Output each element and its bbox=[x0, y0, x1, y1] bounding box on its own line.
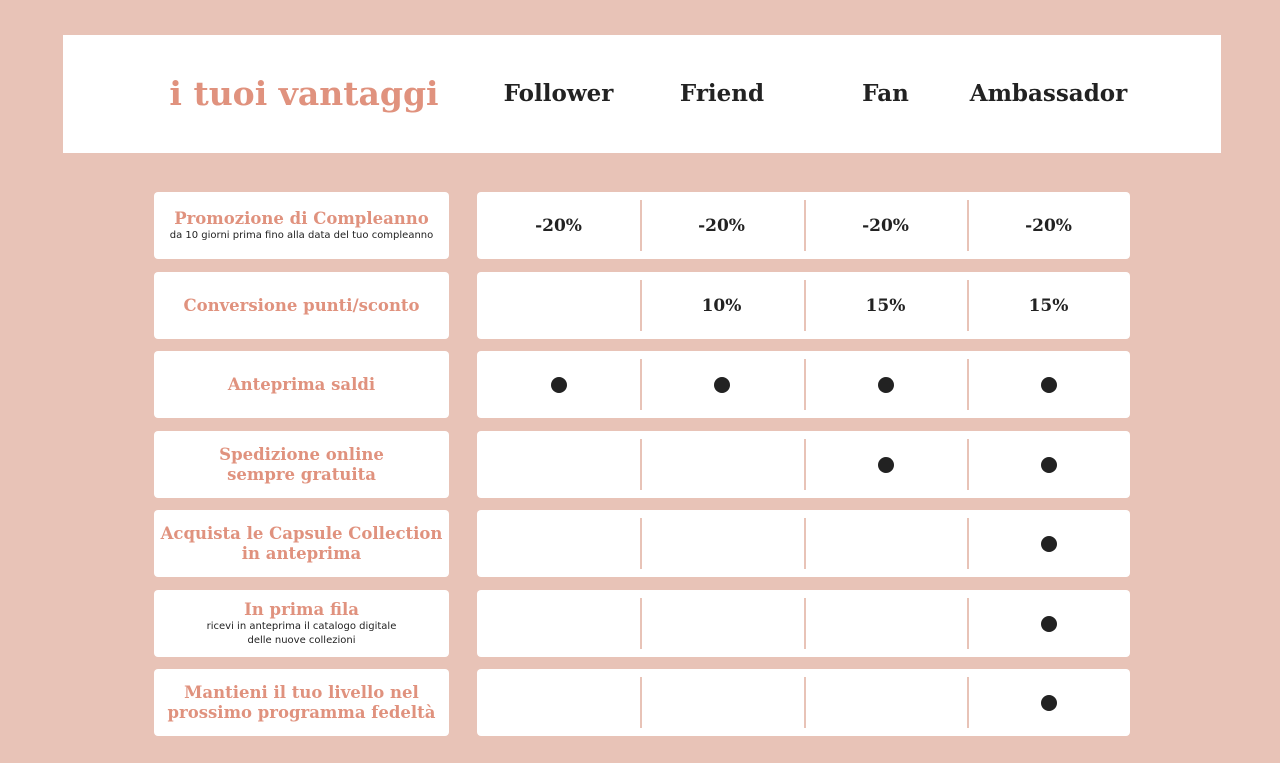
benefit-title: In prima fila bbox=[244, 599, 359, 619]
value-cell-follower bbox=[477, 351, 640, 418]
value-cell-friend bbox=[640, 590, 803, 657]
value-text: -20% bbox=[698, 215, 745, 236]
value-cell-ambassador bbox=[967, 431, 1130, 498]
benefit-row bbox=[0, 510, 1280, 577]
column-divider bbox=[804, 598, 806, 649]
included-dot-icon bbox=[1041, 695, 1057, 711]
benefit-row bbox=[0, 351, 1280, 418]
value-cell-fan bbox=[804, 590, 967, 657]
value-cell-follower bbox=[477, 669, 640, 736]
included-dot-icon bbox=[551, 377, 567, 393]
benefit-title: Conversione punti/sconto bbox=[183, 295, 420, 315]
benefit-values-card bbox=[477, 669, 1130, 736]
value-cell-ambassador bbox=[967, 272, 1130, 339]
value-cell-friend bbox=[640, 272, 803, 339]
tier-friend: Friend bbox=[679, 80, 765, 107]
column-divider bbox=[967, 598, 969, 649]
benefit-row bbox=[0, 192, 1280, 259]
benefit-values-card bbox=[477, 590, 1130, 657]
benefit-title: sempre gratuita bbox=[227, 464, 376, 484]
value-cell-follower bbox=[477, 192, 640, 259]
column-divider bbox=[804, 439, 806, 490]
tier-ambassador: Ambassador bbox=[969, 80, 1128, 107]
benefit-values-card bbox=[477, 351, 1130, 418]
column-divider bbox=[967, 439, 969, 490]
column-divider bbox=[640, 598, 642, 649]
value-cell-follower bbox=[477, 590, 640, 657]
column-divider bbox=[640, 200, 642, 251]
tier-fan: Fan bbox=[862, 80, 909, 107]
value-cell-friend bbox=[640, 192, 803, 259]
value-cell-ambassador bbox=[967, 669, 1130, 736]
value-cell-fan bbox=[804, 431, 967, 498]
benefit-note: da 10 giorni prima fino alla data del tuo compleanno bbox=[169, 229, 434, 241]
value-cell-fan bbox=[804, 510, 967, 577]
value-cell-friend bbox=[640, 431, 803, 498]
benefit-row bbox=[0, 669, 1280, 736]
value-cell-follower bbox=[477, 272, 640, 339]
value-cell-friend bbox=[640, 351, 803, 418]
column-divider bbox=[640, 280, 642, 331]
included-dot-icon bbox=[1041, 377, 1057, 393]
column-divider bbox=[804, 200, 806, 251]
value-cell-fan bbox=[804, 669, 967, 736]
benefit-title: Mantieni il tuo livello nel bbox=[184, 682, 419, 702]
page-title: i tuoi vantaggi bbox=[169, 74, 439, 113]
column-divider bbox=[804, 518, 806, 569]
benefit-row bbox=[0, 590, 1280, 657]
value-cell-friend bbox=[640, 510, 803, 577]
value-text: 15% bbox=[865, 295, 906, 316]
value-text: -20% bbox=[1025, 215, 1072, 236]
tier-follower: Follower bbox=[503, 80, 614, 107]
value-cell-follower bbox=[477, 431, 640, 498]
column-divider bbox=[640, 518, 642, 569]
benefit-label-card bbox=[154, 510, 449, 577]
benefit-values-card bbox=[477, 431, 1130, 498]
benefit-values-card bbox=[477, 510, 1130, 577]
value-text: 15% bbox=[1028, 295, 1069, 316]
benefit-title: Anteprima saldi bbox=[227, 374, 376, 394]
value-cell-fan bbox=[804, 192, 967, 259]
benefit-label-card bbox=[154, 431, 449, 498]
benefit-title: prossimo programma fedeltà bbox=[167, 702, 436, 722]
included-dot-icon bbox=[878, 377, 894, 393]
benefit-label-card bbox=[154, 192, 449, 259]
included-dot-icon bbox=[1041, 536, 1057, 552]
value-text: 10% bbox=[701, 295, 742, 316]
benefit-values-card bbox=[477, 272, 1130, 339]
benefit-values-card bbox=[477, 192, 1130, 259]
benefit-label-card bbox=[154, 351, 449, 418]
benefit-label-card bbox=[154, 590, 449, 657]
benefit-note: delle nuove collezioni bbox=[247, 634, 356, 646]
column-divider bbox=[640, 677, 642, 728]
column-divider bbox=[640, 359, 642, 410]
included-dot-icon bbox=[878, 457, 894, 473]
value-cell-friend bbox=[640, 669, 803, 736]
benefit-title: Spedizione online bbox=[219, 444, 384, 464]
value-cell-ambassador bbox=[967, 510, 1130, 577]
column-divider bbox=[804, 280, 806, 331]
column-divider bbox=[967, 200, 969, 251]
included-dot-icon bbox=[714, 377, 730, 393]
benefit-note: ricevi in anteprima il catalogo digitale bbox=[206, 620, 397, 632]
column-divider bbox=[804, 677, 806, 728]
column-divider bbox=[967, 518, 969, 569]
included-dot-icon bbox=[1041, 457, 1057, 473]
benefit-label-card bbox=[154, 272, 449, 339]
column-divider bbox=[967, 359, 969, 410]
value-cell-ambassador bbox=[967, 590, 1130, 657]
value-text: -20% bbox=[535, 215, 582, 236]
value-cell-ambassador bbox=[967, 192, 1130, 259]
value-cell-follower bbox=[477, 510, 640, 577]
column-divider bbox=[640, 439, 642, 490]
header-panel bbox=[63, 35, 1221, 153]
column-divider bbox=[967, 677, 969, 728]
benefit-row bbox=[0, 431, 1280, 498]
benefit-label-card bbox=[154, 669, 449, 736]
column-divider bbox=[967, 280, 969, 331]
included-dot-icon bbox=[1041, 616, 1057, 632]
value-cell-fan bbox=[804, 272, 967, 339]
value-cell-fan bbox=[804, 351, 967, 418]
value-text: -20% bbox=[862, 215, 909, 236]
column-divider bbox=[804, 359, 806, 410]
benefit-row bbox=[0, 272, 1280, 339]
benefit-title: Promozione di Compleanno bbox=[174, 208, 429, 228]
benefit-title: in anteprima bbox=[241, 543, 362, 563]
value-cell-ambassador bbox=[967, 351, 1130, 418]
benefit-title: Acquista le Capsule Collection bbox=[160, 523, 443, 543]
